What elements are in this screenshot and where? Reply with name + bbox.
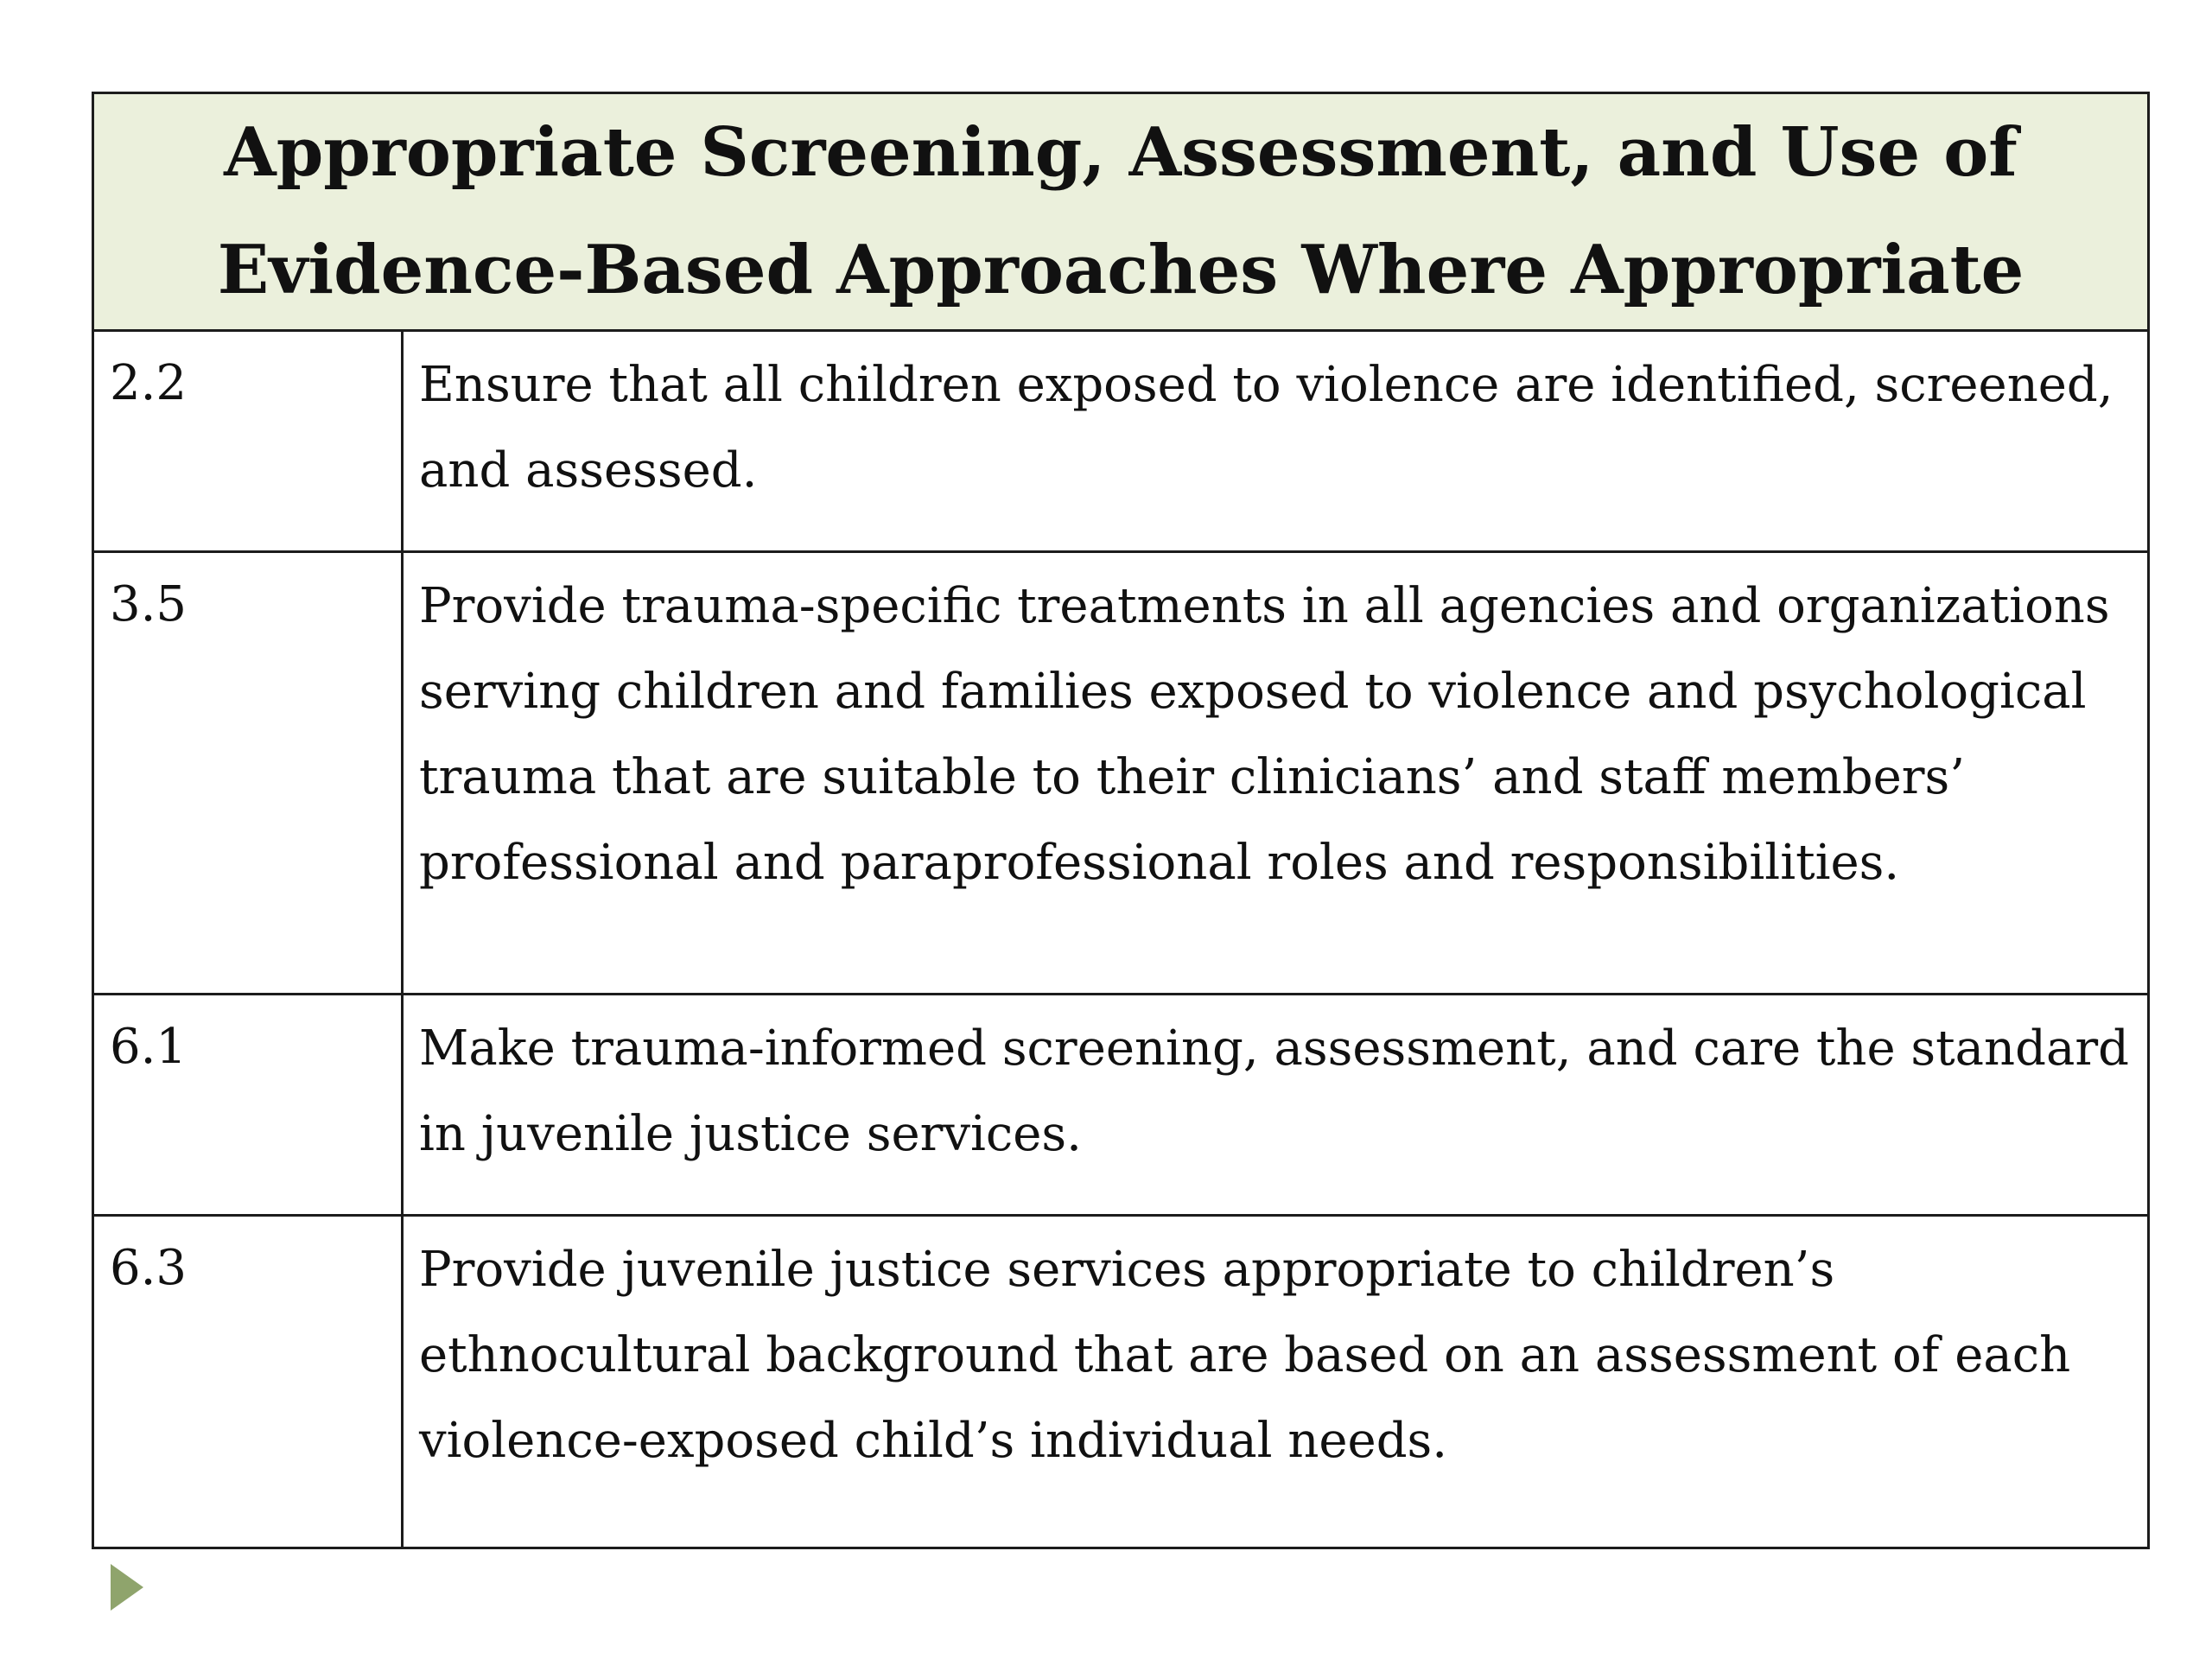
table-row: [93, 331, 2149, 552]
table-row: [93, 995, 2149, 1216]
table-header-row: [93, 93, 2149, 331]
recommendations-table: [92, 92, 2150, 1549]
table-row: [93, 552, 2149, 995]
recommendation-id: 3.5: [93, 552, 403, 995]
triangle-bullet-icon: [111, 1564, 143, 1611]
recommendation-id: 6.3: [93, 1216, 403, 1548]
recommendation-text: Make trauma-informed screening, assessment, and care the standard in juvenile justice services.: [403, 995, 2149, 1216]
recommendation-id: 2.2: [93, 331, 403, 552]
recommendation-text: Provide trauma-specific treatments in all agencies and organizations serving children and families exposed to violence and psychological trauma that are suitable to their clinicians’ and staff members’ professional and paraprofessional roles and responsibilities.: [403, 552, 2149, 995]
recommendation-text: Provide juvenile justice services appropriate to children’s ethnocultural background that are based on an assessment of each violence-exposed child’s individual needs.: [403, 1216, 2149, 1548]
table-row: [93, 1216, 2149, 1548]
table-title: Appropriate Screening, Assessment, and Use of Evidence-Based Approaches Where Appropriate: [93, 93, 2149, 331]
recommendation-id: 6.1: [93, 995, 403, 1216]
recommendation-text: Ensure that all children exposed to violence are identified, screened, and assessed.: [403, 331, 2149, 552]
